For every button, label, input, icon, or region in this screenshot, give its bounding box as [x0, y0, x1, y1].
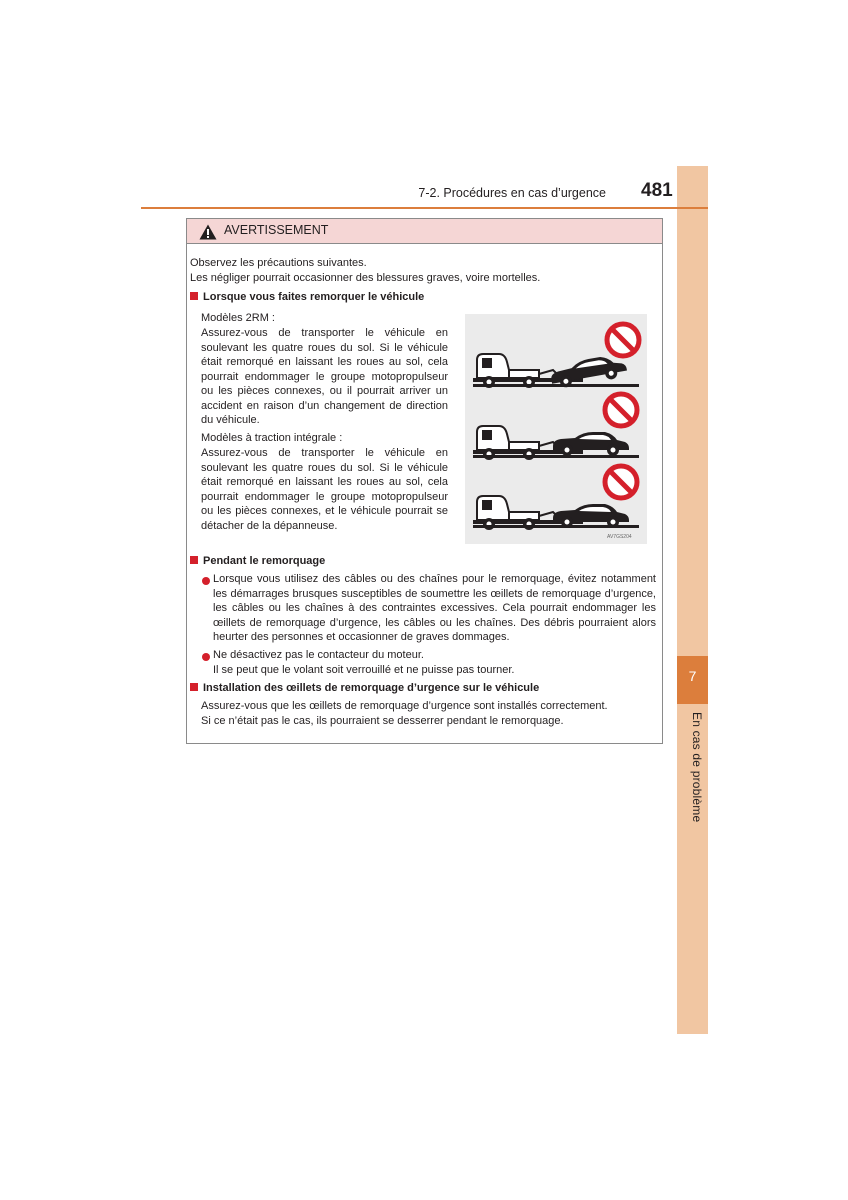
warning-title: AVERTISSEMENT [224, 223, 329, 237]
red-square-bullet [190, 683, 198, 691]
red-dot-bullet [202, 653, 210, 661]
figure-code: AV7GS204 [607, 534, 632, 540]
warning-intro-line2: Les négliger pourrait occasionner des blessures graves, voire mortelles. [190, 272, 541, 284]
models-2rm-label: Modèles 2RM : [201, 312, 275, 324]
chapter-label: En cas de problème [690, 712, 704, 823]
section-text-line2: Si ce n’était pas le cas, ils pourraient se desserrer pendant le remorquage. [201, 715, 564, 727]
models-awd-text: Assurez-vous de transporter le véhicule en soulevant les quatre roues du sol. Si le véhicule était remorqué en laissant les roues au sol, cela pourrait endommager le groupe motopropulseur ou les pièces connexes, et le véhicule pourrait se détacher de la dépanneuse. [201, 447, 448, 532]
bullet-text: Lorsque vous utilisez des câbles ou des chaînes pour le remorquage, évitez notamment les démarrages brusques susceptibles de soumettre les œillets de remorquage d’urgence, les câbles ou les chaînes à des contraintes excessives. Cela pourrait endommager les œillets de remorquage d’urgence, les câbles ou les chaînes. Des débris pourraient alors heurter des personnes et occasionner de graves dommages. [213, 573, 656, 643]
section-title: 7-2. Procédures en cas d’urgence [418, 186, 606, 200]
section-heading [190, 554, 325, 569]
section-heading [190, 681, 539, 696]
section-heading [190, 290, 424, 305]
section-heading-text: Installation des œillets de remorquage d’urgence sur le véhicule [203, 682, 540, 694]
prohibition-icon-2 [605, 394, 637, 426]
prohibition-icon-1 [607, 324, 639, 356]
bullet-text-cont: Il se peut que le volant soit verrouillé et ne puisse pas tourner. [213, 664, 515, 676]
chapter-tab-top [677, 166, 708, 656]
bullet-text: Ne désactivez pas le contacteur du moteur. [213, 649, 424, 661]
models-awd-label: Modèles à traction intégrale : [201, 432, 343, 444]
red-dot-bullet [202, 577, 210, 585]
models-2rm-text: Assurez-vous de transporter le véhicule en soulevant les quatre roues du sol. Si le véhicule était remorqué en laissant les roues au sol, cela pourrait endommager le groupe motopropulseur ou les pièces connexes, ou il pourrait arriver un accident en raison d’un changement de direction du véhicule. [201, 327, 448, 426]
section-heading-text: Lorsque vous faites remorquer le véhicule [203, 291, 425, 303]
towing-illustration [465, 314, 647, 544]
towing-figure [465, 314, 647, 544]
page-number: 481 [641, 180, 673, 201]
warning-triangle-icon [199, 224, 217, 240]
prohibition-icon-3 [605, 466, 637, 498]
car-icon-2 [553, 432, 629, 456]
header-rule [141, 207, 708, 209]
car-icon-3 [553, 504, 629, 528]
section-text-line1: Assurez-vous que les œillets de remorquage d’urgence sont installés correctement. [201, 700, 608, 712]
chapter-number: 7 [677, 656, 708, 704]
warning-intro-line1: Observez les précautions suivantes. [190, 257, 367, 269]
red-square-bullet [190, 556, 198, 564]
warning-header [187, 219, 662, 244]
red-square-bullet [190, 292, 198, 300]
section-heading-text: Pendant le remorquage [203, 555, 326, 567]
